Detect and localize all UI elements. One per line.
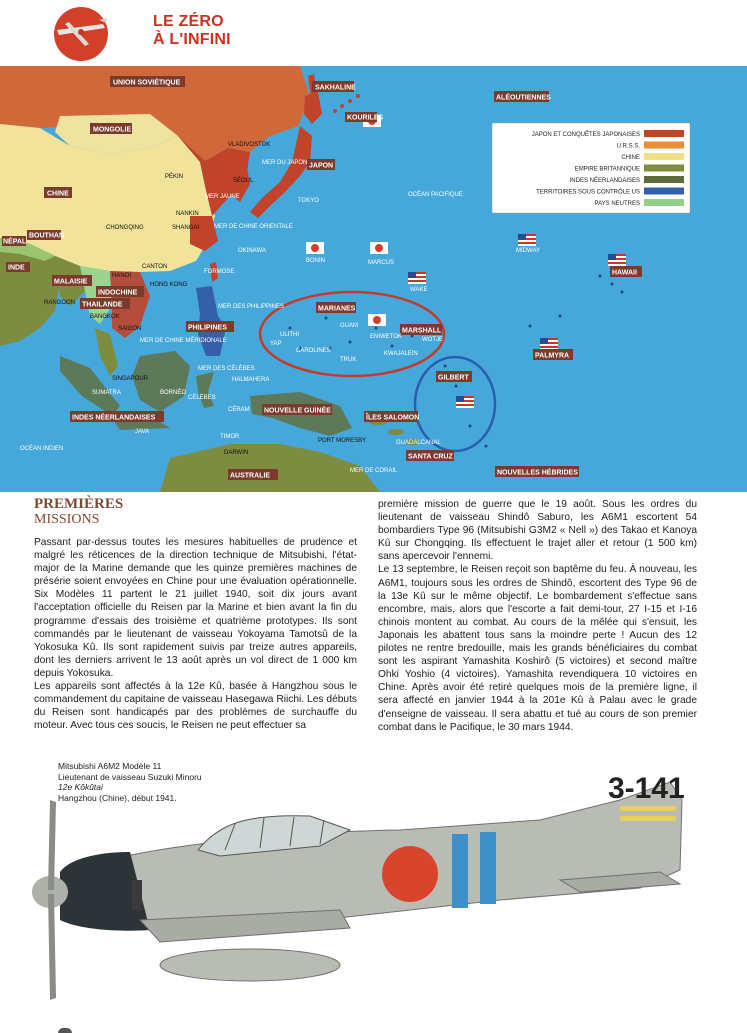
label-carolines: CAROLINES: [296, 348, 331, 354]
label-chine: CHINE: [47, 190, 69, 198]
tail-code: 3-141: [608, 772, 685, 805]
legend-swatch: [644, 153, 684, 160]
label-ocean-pacifique: OCÉAN PACIFIQUE: [408, 192, 463, 198]
label-mer-jaune: MER JAUNE: [205, 194, 240, 200]
label-kouriles: KOURILES: [347, 114, 384, 122]
label-kwajalein: KWAJALEIN: [384, 351, 418, 357]
label-shangai: SHANGAI: [172, 225, 200, 231]
legend-swatch: [644, 199, 684, 206]
zero-logo-icon: [51, 4, 111, 64]
series-title-line2: À L'INFINI: [153, 31, 231, 48]
tail-stripe: [620, 806, 676, 811]
fuselage: [80, 782, 682, 930]
label-pekin: PÉKIN: [165, 174, 184, 180]
paragraph: première mission de guerre que le 19 août. Sous les ordres du lieutenant de vaisseau Shindô Saburo, les A6M1 escortent 54 bombardiers Type 96 (Mitsubishi G3M2 « Nell ») des Takao et Kanoya Kû sur Chongqing. Ils effectuent le trajet aller et retour (1 500 km) sans apercevoir l'ennemi.: [378, 499, 697, 563]
label-hanoi: HANOÏ: [112, 273, 132, 279]
label-darwin: DARWIN: [224, 450, 249, 456]
label-celebes: CÉLÈBES: [188, 395, 216, 401]
legend-swatch: [644, 165, 684, 172]
paragraph: Les appareils sont affectés à la 12e Kû, basée à Hangzhou sous le commandement du capitaine de vaisseau Hasegawa Riichi. Les débuts du Reisen sont handicapés par des problèmes de surchauffe du moteur. Avec tous ces soucis, le Reisen ne peut effectuer sa: [34, 681, 357, 732]
label-palmyra: PALMYRA: [535, 352, 570, 360]
label-mer-du-japon: MER DU JAPON: [262, 160, 308, 166]
pacific-map-svg: [0, 66, 747, 492]
label-midway: MIDWAY: [516, 248, 540, 254]
label-bonin: BONIN: [306, 258, 326, 264]
label-inde: INDE: [8, 264, 25, 272]
label-saigon: SAIGON: [118, 326, 142, 332]
label-marcus: MARCUS: [368, 260, 395, 266]
fuselage-band: [452, 834, 468, 908]
series-title-line1: LE ZÉRO: [153, 13, 224, 30]
label-truk: TRUK: [340, 357, 357, 363]
label-gilbert: GILBERT: [438, 374, 469, 382]
legend-label: CHINE: [621, 155, 640, 161]
label-timor: TIMOR: [220, 434, 240, 440]
label-formose: FORMOSE: [204, 269, 235, 275]
article-column-2: [378, 498, 697, 734]
label-santa-cruz: SANTA CRUZ: [408, 453, 453, 461]
label-aleoutiennes: ALÉOUTIENNES: [496, 94, 551, 102]
label-mer-chine-orientale: MER DE CHINE ORIENTALE: [214, 224, 293, 230]
label-indes-neerlandaises: INDES NÉERLANDAISES: [72, 414, 156, 422]
label-okinawa: OKINAWA: [238, 248, 266, 254]
hinomaru: [382, 846, 438, 902]
label-vladivostok: VLADIVOSTOK: [228, 142, 271, 148]
page-header: [0, 0, 747, 66]
label-malaisie: MALAISIE: [54, 278, 88, 286]
label-mer-corail: MER DE CORAIL: [350, 468, 398, 474]
label-iles-salomon: ÎLES SALOMON: [366, 414, 420, 422]
label-thailande: THAILANDE: [82, 301, 123, 309]
label-guadalcanal: GUADALCANAL: [396, 440, 441, 446]
section-subtitle: MISSIONS: [34, 512, 100, 527]
fuselage-band: [480, 832, 496, 904]
label-mariannes: MARIANES: [318, 305, 356, 313]
label-port-moresby: PORT MORESBY: [318, 438, 367, 444]
label-halmahera: HALMAHERA: [232, 377, 270, 383]
tail-stripe: [620, 816, 676, 821]
legend-swatch: [644, 142, 684, 149]
label-bangkok: BANGKOK: [90, 314, 120, 320]
label-borneo: BORNÉO: [160, 390, 187, 396]
label-guam: GUAM: [340, 323, 358, 329]
label-mer-celebes: MER DES CÉLÈBES: [198, 366, 255, 372]
label-wake: WAKE: [410, 287, 428, 293]
label-sumatra: SUMATRA: [92, 390, 121, 396]
label-philippines: PHILIPINES: [188, 324, 227, 332]
series-title: [153, 13, 231, 49]
label-eniwetok: ENIWETOK: [370, 334, 402, 340]
label-chongqing: CHONGQING: [106, 225, 144, 231]
paragraph: Passant par-dessus toutes les mesures habituelles de prudence et malgré les réticences de la direction technique de Mitsubishi, l'état-major de la Marine demande que les quinze premières machines de présérie soient envoyées en Chine pour une évaluation opérationnelle. Six Modèles 11 partent le 21 juillet 1940, soit dix jours avant l'acceptation officielle du Reisen par la Marine et bien avant la fin du programme d'essais des troisième et quatrième prototypes. Ils sont commandés par le lieutenant de vaisseau Yokoyama Tamotsû de la Yokosuka Kû. Ils sont rapidement suivis par treize autres appareils, dont les derniers arrivent le 13 août après un vol direct de 1 000 km depuis Yokosuka.: [34, 537, 357, 679]
drop-tank: [160, 949, 340, 981]
label-union-sovietique: UNION SOVIÉTIQUE: [113, 79, 181, 87]
label-ulithi: ULITHI: [280, 332, 300, 338]
exhaust: [132, 880, 142, 910]
label-nankin: NANKIN: [176, 211, 199, 217]
paragraph: Le 13 septembre, le Reisen reçoit son baptême du feu. À nouveau, les A6M1, toujours sous les ordres de Shindô, escortent des Type 96 de la 13e Kû sur le même objectif. Le bombardement s'effectue sans encombre, mais, alors que l'escorte a fait demi-tour, 27 I-15 et I-16 chinois montent au combat. Au cours de la mêlée qui s'ensuit, les Japonais les abattent tous sans la moindre perte ! Aucun des 12 pilotes ne rentre bredouille, mais les grands bénéficiaires du combat sont les aspirant Yamashita Koshirô (5 victoires) et second maître Ohki Yoshio (4 victoires). Yamashita revendiquera 10 victoires en Chine. Après avoir été retiré quelques mois de la première ligne, il sera affecté en janvier 1944 à la 201e Kû à Palau avec le grade d'enseigne de vaisseau. Il sera abattu et tué au cours de son premier combat dans le Pacifique, le 30 mars 1944.: [378, 564, 697, 733]
legend-label: JAPON ET CONQUÊTES JAPONAISES: [531, 132, 640, 138]
label-hawaii: HAWAII: [612, 269, 637, 277]
label-bouthan: BOUTHAN: [29, 232, 64, 240]
label-nouvelles-hebrides: NOUVELLES HÉBRIDES: [497, 469, 578, 477]
map-legend: [492, 123, 690, 213]
caption-line: Mitsubishi A6M2 Modèle 11: [58, 761, 162, 771]
legend-label: PAYS NEUTRES: [594, 201, 640, 207]
label-marshall: MARSHALL: [402, 327, 442, 335]
label-yap: YAP: [270, 341, 282, 347]
article-column-1: [34, 536, 357, 732]
caption-line: 12e Kôkûtai: [58, 782, 103, 792]
legend-swatch: [644, 188, 684, 195]
section-title: PREMIÈRES: [34, 496, 124, 512]
pacific-map: [0, 66, 747, 492]
legend-label: INDES NÉERLANDAISES: [569, 178, 640, 184]
label-rangoon: RANGOON: [44, 300, 76, 306]
label-sakhaline: SAKHALINE: [315, 84, 356, 92]
label-singapour: SINGAPOUR: [112, 376, 149, 382]
legend-label: U.R.S.S.: [616, 143, 640, 150]
label-nouvelle-guinee: NOUVELLE GUINÉE: [264, 407, 331, 415]
legend-label: TERRITOIRES SOUS CONTRÔLE US: [536, 189, 640, 196]
page-marker: [58, 1028, 72, 1033]
label-wotje: WOTJE: [422, 337, 443, 343]
label-hong-kong: HONG KONG: [150, 282, 188, 288]
label-seoul: SÉOUL: [233, 178, 254, 184]
legend-label: EMPIRE BRITANNIQUE: [574, 166, 640, 173]
label-canton: CANTON: [142, 264, 168, 270]
label-ocean-indien: OCÉAN INDIEN: [20, 446, 64, 452]
label-mer-philippines: MER DES PHILIPPINES: [218, 304, 285, 310]
label-japon: JAPON: [309, 162, 334, 170]
label-mongolie: MONGOLIE: [93, 126, 132, 134]
caption-line: Hangzhou (Chine), début 1941.: [58, 792, 177, 803]
illustration-caption: [58, 761, 202, 803]
label-indochine: INDOCHINE: [98, 289, 138, 297]
legend-swatch: [644, 130, 684, 137]
label-australie: AUSTRALIE: [230, 472, 271, 480]
caption-line: Lieutenant de vaisseau Suzuki Minoru: [58, 771, 202, 782]
legend-swatch: [644, 176, 684, 183]
label-java: JAVA: [135, 429, 150, 435]
label-tokyo: TOKYO: [298, 198, 319, 204]
label-ceram: CÉRAM: [228, 407, 250, 413]
label-mer-chine-meridionale: MER DE CHINE MÉRIDIONALE: [140, 338, 227, 344]
label-nepal: NÉPAL: [3, 238, 27, 246]
